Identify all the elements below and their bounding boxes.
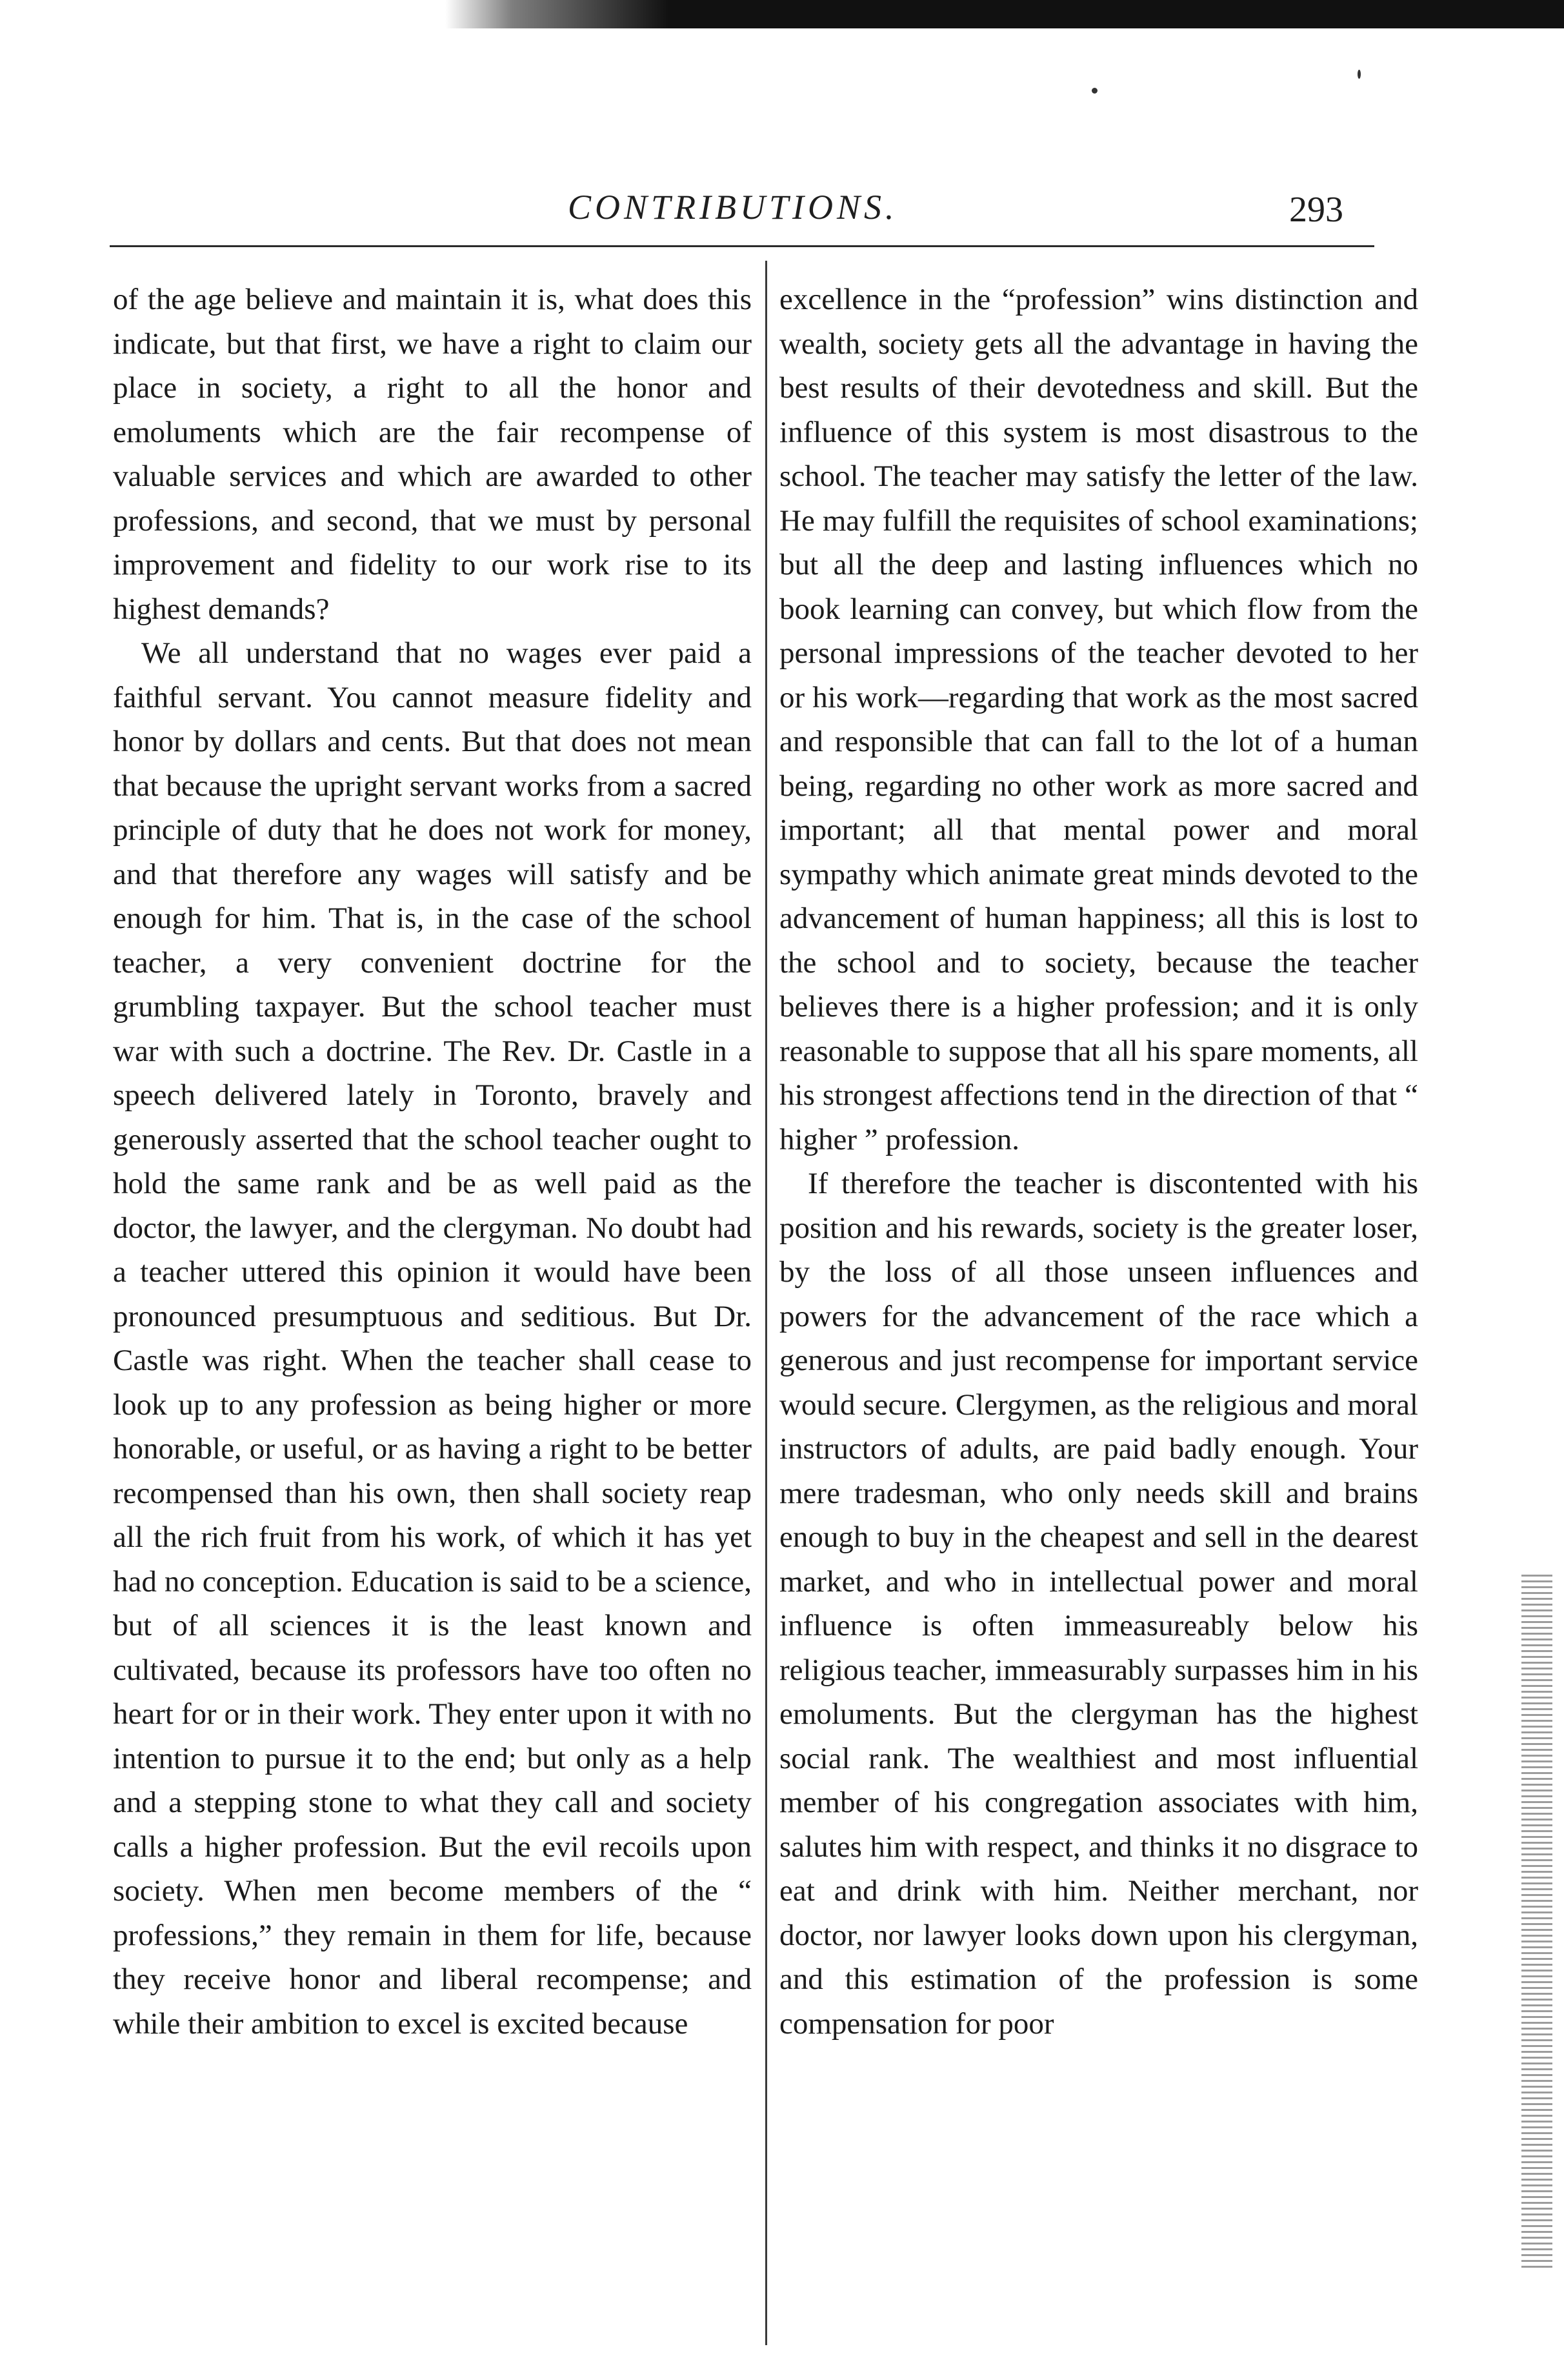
paragraph: If therefore the teacher is discontented with his position and his rewards, society is the greater loser, by the loss of all those unseen influences and powers for the advancement of the race which a generous and just recompense for important service would secure. Clergymen, as the religious and moral instructors of adults, are paid badly enough. Your mere tradesman, who only needs skill and brains enough to buy in the cheapest and sell in the dearest market, and who in intellectual power and moral influence is often immeasureably below his religious teacher, immeasurably surpasses him in his emoluments. But the clergyman has the highest social rank. The wealthiest and most influential member of his congregation associates with him, salutes him with respect, and thinks it no disgrace to eat and drink with him. Neither merchant, nor doctor, nor lawyer looks down upon his clergyman, and this estimation of the profession is some compensation for poor (779, 1167, 1418, 2041)
page-number: 293 (1289, 190, 1343, 230)
speck (1358, 70, 1361, 79)
column-divider (765, 261, 767, 2345)
paragraph: We all understand that no wages ever paid a faithful servant. You cannot measure fidelity and honor by dollars and cents. But that does not mean that because the upright servant works from a sacred principle of duty that he does not work for money, and that therefore any wages will satisfy and be enough for him. That is, in the case of the school teacher, a very convenient doctrine for the grumbling taxpayer. But the school teacher must war with such a doctrine. The Rev. Dr. Castle in a speech delivered lately in Toronto, bravely and generously asserted that the school teacher ought to hold the same rank and be as well paid as the doctor, the lawyer, and the clergyman. No doubt had a teacher uttered this opinion it would have been pronounced presumptuous and seditious. But Dr. Castle was right. When the teacher shall cease to look up to any profession as being higher or more honorable, or useful, or as having a right to be better recompensed than his own, then shall society reap all the rich fruit from his work, of which it has yet had no conception. Education is said to be a science, but of all sciences it is the least known and cultivated, because its professors have too often no heart for or in their work. They enter upon it with no intention to pursue it to the end; but only as a help and a stepping stone to what they call and society calls a higher profession. But the evil recoils upon society. When men become members of the “ professions,” they remain in them for life, because they receive honor and liberal recompense; and while their ambition to excel is excited because (113, 636, 752, 2041)
speck (1092, 88, 1098, 94)
left-column (113, 277, 752, 2046)
margin-binding-noise (1521, 1575, 1552, 2272)
right-column (779, 277, 1418, 2046)
paragraph: excellence in the “profession” wins distinction and wealth, society gets all the advantage in having the best results of their devotedness and skill. But the influence of this system is most disastrous to the school. The teacher may satisfy the letter of the law. He may fulfill the requisites of school examinations; but all the deep and lasting influences which no book learning can convey, but which flow from the personal impressions of the teacher devoted to her or his work—regarding that work as the most sacred and responsible that can fall to the lot of a human being, regarding no other work as more sacred and important; all that mental power and moral sympathy which animate great minds devoted to the advancement of human happiness; all this is lost to the school and to society, because the teacher believes there is a higher profession; and it is only reasonable to suppose that all his spare moments, all his strongest affections tend in the direction of that “ higher ” profession. (779, 283, 1418, 1156)
paragraph: of the age believe and maintain it is, what does this indicate, but that first, we have a right to claim our place in society, a right to all the honor and emoluments which are the fair recompense of valuable services and which are awarded to other professions, and second, that we must by personal improvement and fidelity to our work rise to its highest demands? (113, 283, 752, 626)
header-rule (110, 245, 1374, 247)
running-head: CONTRIBUTIONS. (568, 188, 898, 227)
top-scan-edge (445, 0, 1564, 28)
